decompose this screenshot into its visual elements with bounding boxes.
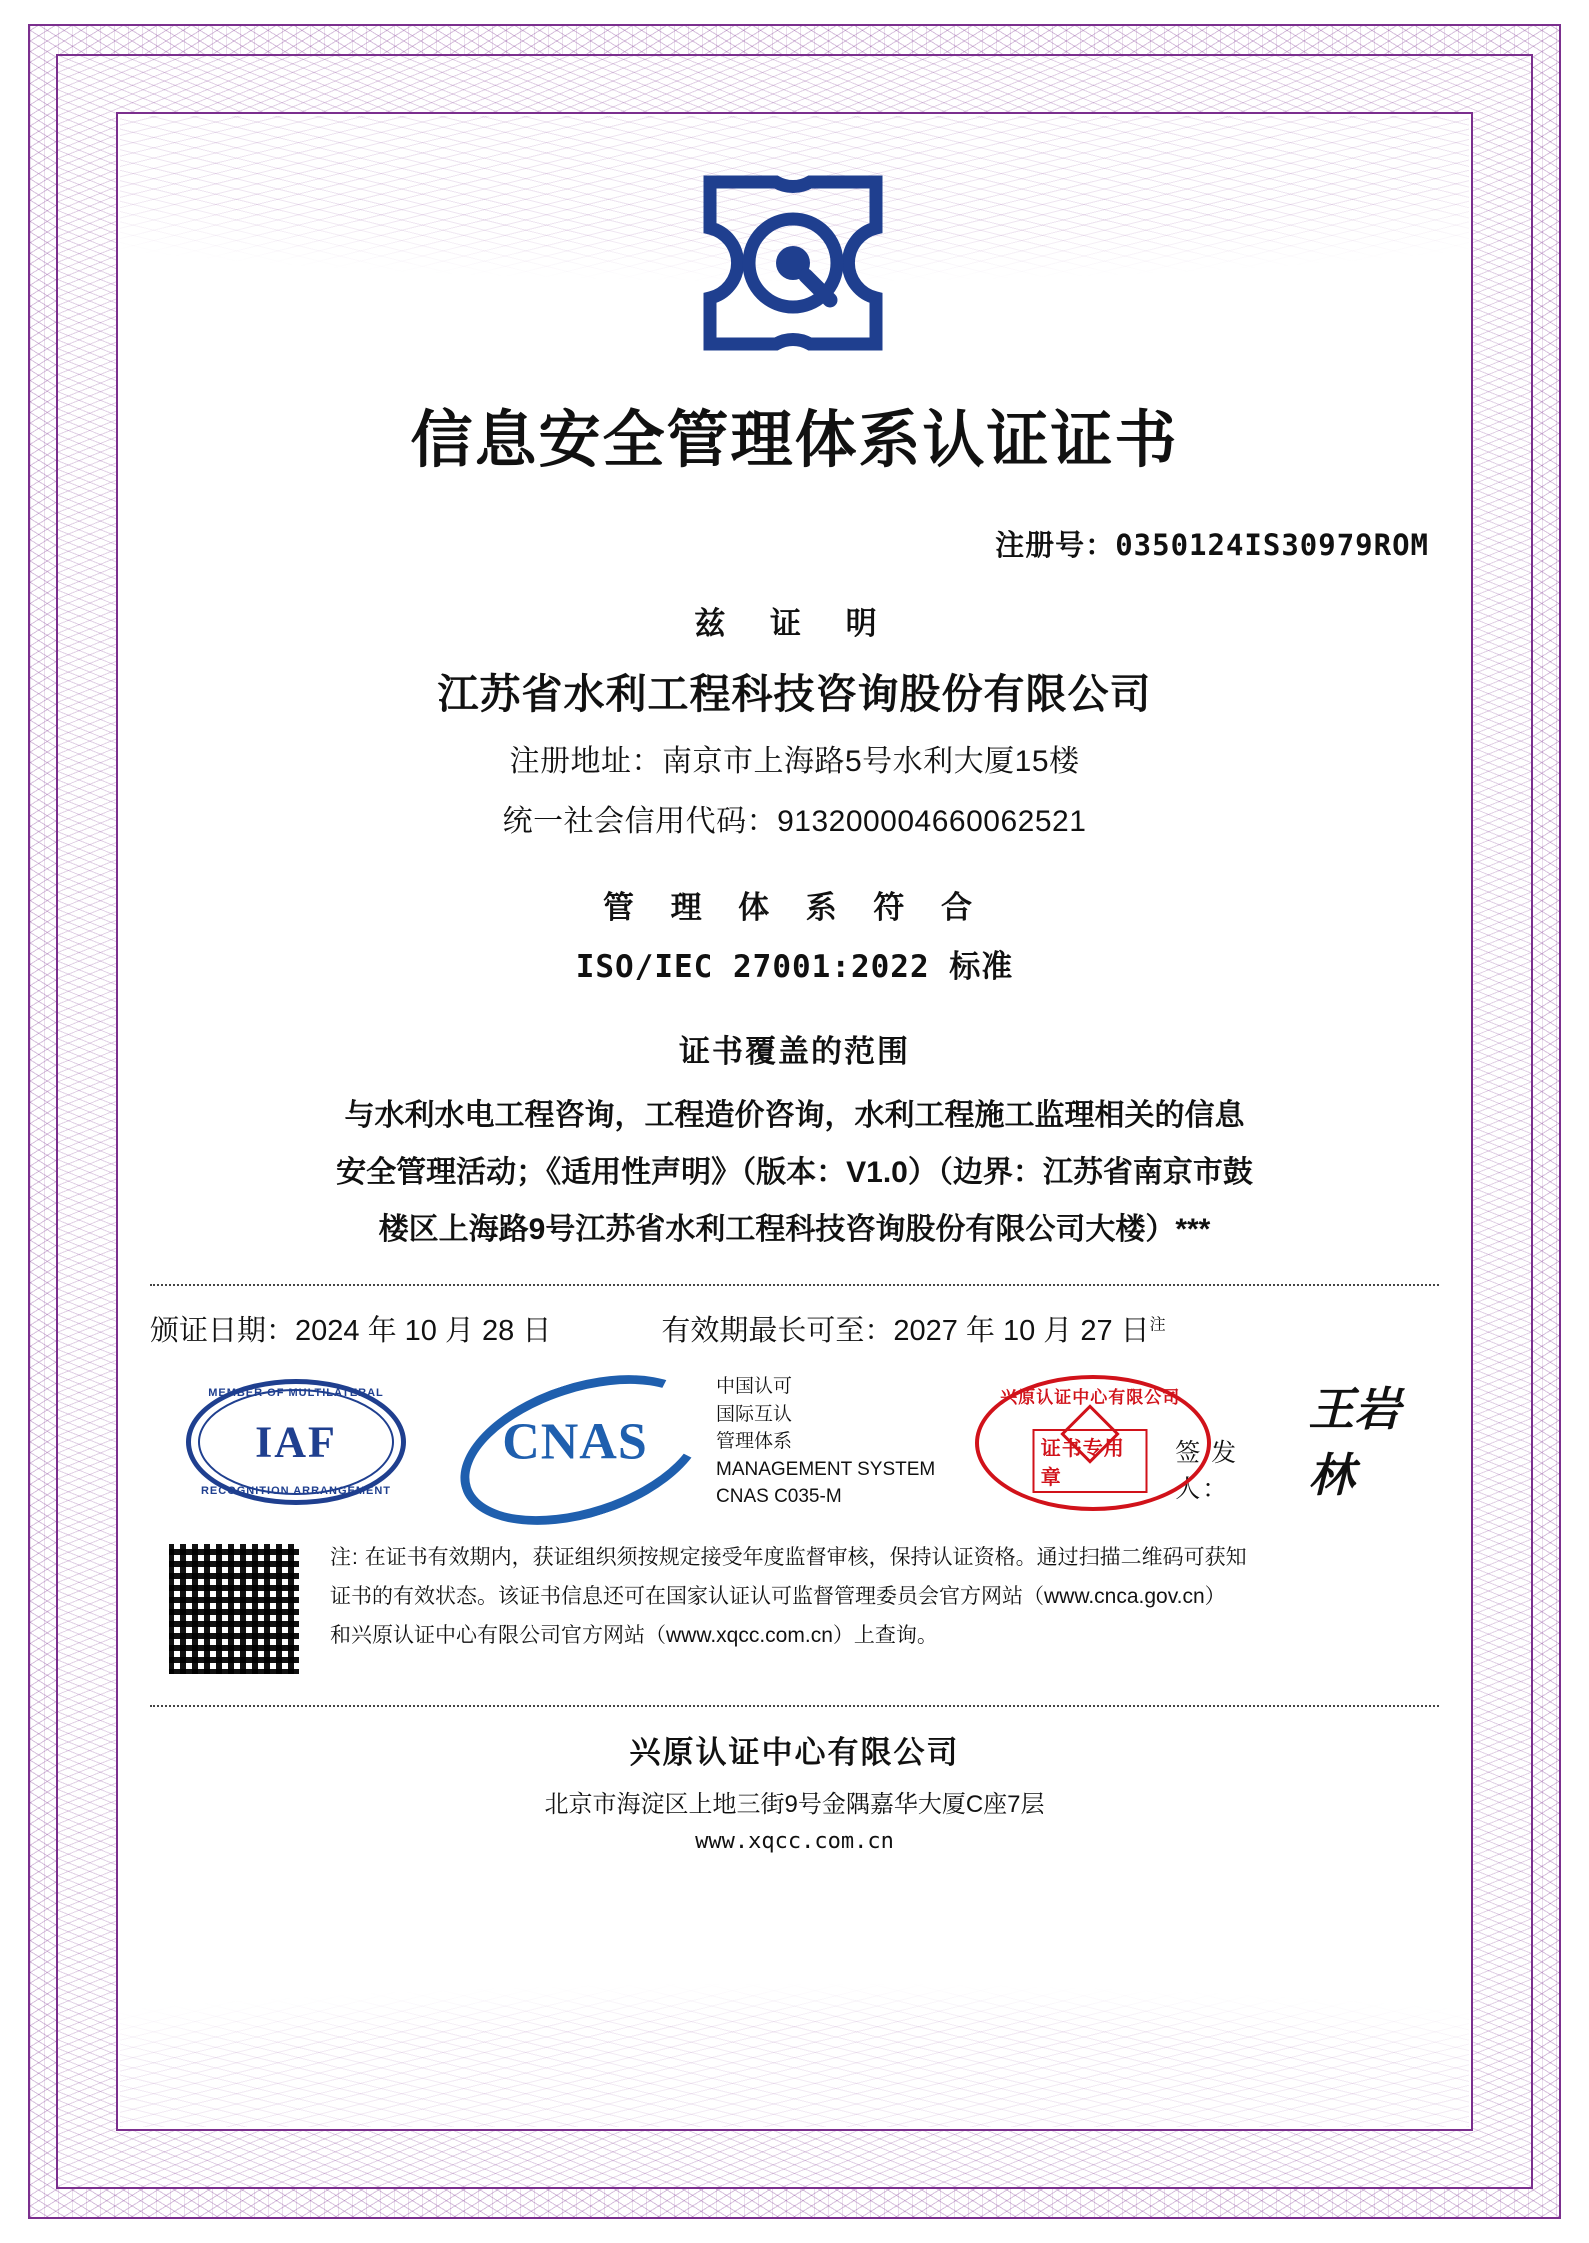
xqcc-logo-icon bbox=[680, 164, 910, 364]
footnote-text bbox=[330, 1539, 1247, 1656]
cnas-note-line-2: 国际互认 bbox=[716, 1403, 793, 1425]
footnote-line-3: 和兴原认证中心有限公司官方网站（www.xqcc.com.cn）上查询。 bbox=[330, 1623, 938, 1647]
iaf-top-arc-text: MEMBER OF MULTILATERAL bbox=[208, 1387, 384, 1399]
issuer-website[interactable]: www.xqcc.com.cn bbox=[695, 1829, 894, 1854]
seal-bottom-text: 证书专用章 bbox=[1033, 1429, 1148, 1493]
standard-name: ISO/IEC 27001:2022 标准 bbox=[575, 949, 1014, 985]
cnas-note-line-4: MANAGEMENT SYSTEM bbox=[716, 1458, 936, 1480]
cnas-label: CNAS bbox=[502, 1413, 648, 1471]
footnote-label: 注: bbox=[330, 1546, 359, 1569]
scope-body bbox=[150, 1087, 1439, 1258]
cnas-note-line-3: 管理体系 bbox=[716, 1431, 793, 1453]
expiry-footnote-mark: 注 bbox=[1149, 1316, 1166, 1334]
scope-title: 证书覆盖的范围 bbox=[679, 1034, 910, 1069]
unified-credit-code: 统一社会信用代码：913200004660062521 bbox=[502, 805, 1087, 838]
scope-line: 楼区上海路9号江苏省水利工程科技咨询股份有限公司大楼）*** bbox=[378, 1213, 1211, 1246]
cnas-note-line-5: CNAS C035-M bbox=[716, 1486, 842, 1508]
scope-line: 与水利水电工程咨询，工程造价咨询，水利工程施工监理相关的信息 bbox=[344, 1099, 1245, 1132]
issuer-name: 兴原认证中心有限公司 bbox=[629, 1735, 960, 1770]
dates-row bbox=[150, 1308, 1439, 1349]
issuer-address: 北京市海淀区上地三街9号金隅嘉华大厦C座7层 bbox=[544, 1791, 1045, 1818]
seal-top-text: 兴原认证中心有限公司 bbox=[1000, 1388, 1181, 1407]
issue-date: 颁证日期：2024 年 10 月 28 日 bbox=[150, 1315, 552, 1347]
registration-label: 注册号： bbox=[995, 530, 1116, 562]
divider-bottom bbox=[150, 1705, 1439, 1707]
company-name: 江苏省水利工程科技咨询股份有限公司 bbox=[437, 671, 1152, 717]
footnote-block bbox=[150, 1539, 1439, 1679]
iaf-bottom-arc-text: RECOGNITION ARRANGEMENT bbox=[200, 1485, 392, 1497]
certify-word: 兹 证 明 bbox=[694, 606, 895, 641]
registered-address: 注册地址：南京市上海路5号水利大厦15楼 bbox=[509, 745, 1080, 778]
page-title: 信息安全管理体系认证证书 bbox=[410, 403, 1179, 476]
issuer-logo bbox=[150, 164, 1439, 364]
cnas-accreditation-note bbox=[716, 1373, 935, 1511]
signature-block bbox=[1175, 1373, 1439, 1511]
cnas-note-line-1: 中国认可 bbox=[716, 1376, 793, 1398]
scope-line: 安全管理活动；《适用性声明》（版本：V1.0）（边界：江苏省南京市鼓 bbox=[336, 1156, 1253, 1189]
system-conformity-label: 管 理 体 系 符 合 bbox=[602, 890, 987, 925]
cnas-logo bbox=[450, 1379, 700, 1505]
iaf-logo bbox=[186, 1373, 406, 1511]
qr-code[interactable] bbox=[164, 1539, 304, 1679]
registration-number: 0350124IS30979ROM bbox=[1115, 528, 1429, 562]
footnote-line-1: 在证书有效期内，获证组织须按规定接受年度监督审核，保持认证资格。通过扫描二维码可获知 bbox=[364, 1546, 1247, 1569]
issuer-footer bbox=[150, 1727, 1439, 1854]
official-seal bbox=[975, 1367, 1205, 1517]
registration-line bbox=[150, 523, 1439, 564]
signer-name: 王岩林 bbox=[1308, 1384, 1401, 1501]
expiry-date-text: 有效期最长可至：2027 年 10 月 27 日 bbox=[661, 1315, 1150, 1347]
signer-label: 签 发 人： bbox=[1175, 1439, 1239, 1503]
expiry-date bbox=[661, 1308, 1165, 1349]
iaf-label: IAF bbox=[255, 1417, 337, 1467]
certificate-content bbox=[150, 140, 1439, 2103]
divider-top bbox=[150, 1284, 1439, 1286]
accreditation-marks-row bbox=[150, 1367, 1439, 1517]
footnote-line-2: 证书的有效状态。该证书信息还可在国家认证认可监督管理委员会官方网站（www.cnca.gov.cn） bbox=[330, 1584, 1226, 1608]
